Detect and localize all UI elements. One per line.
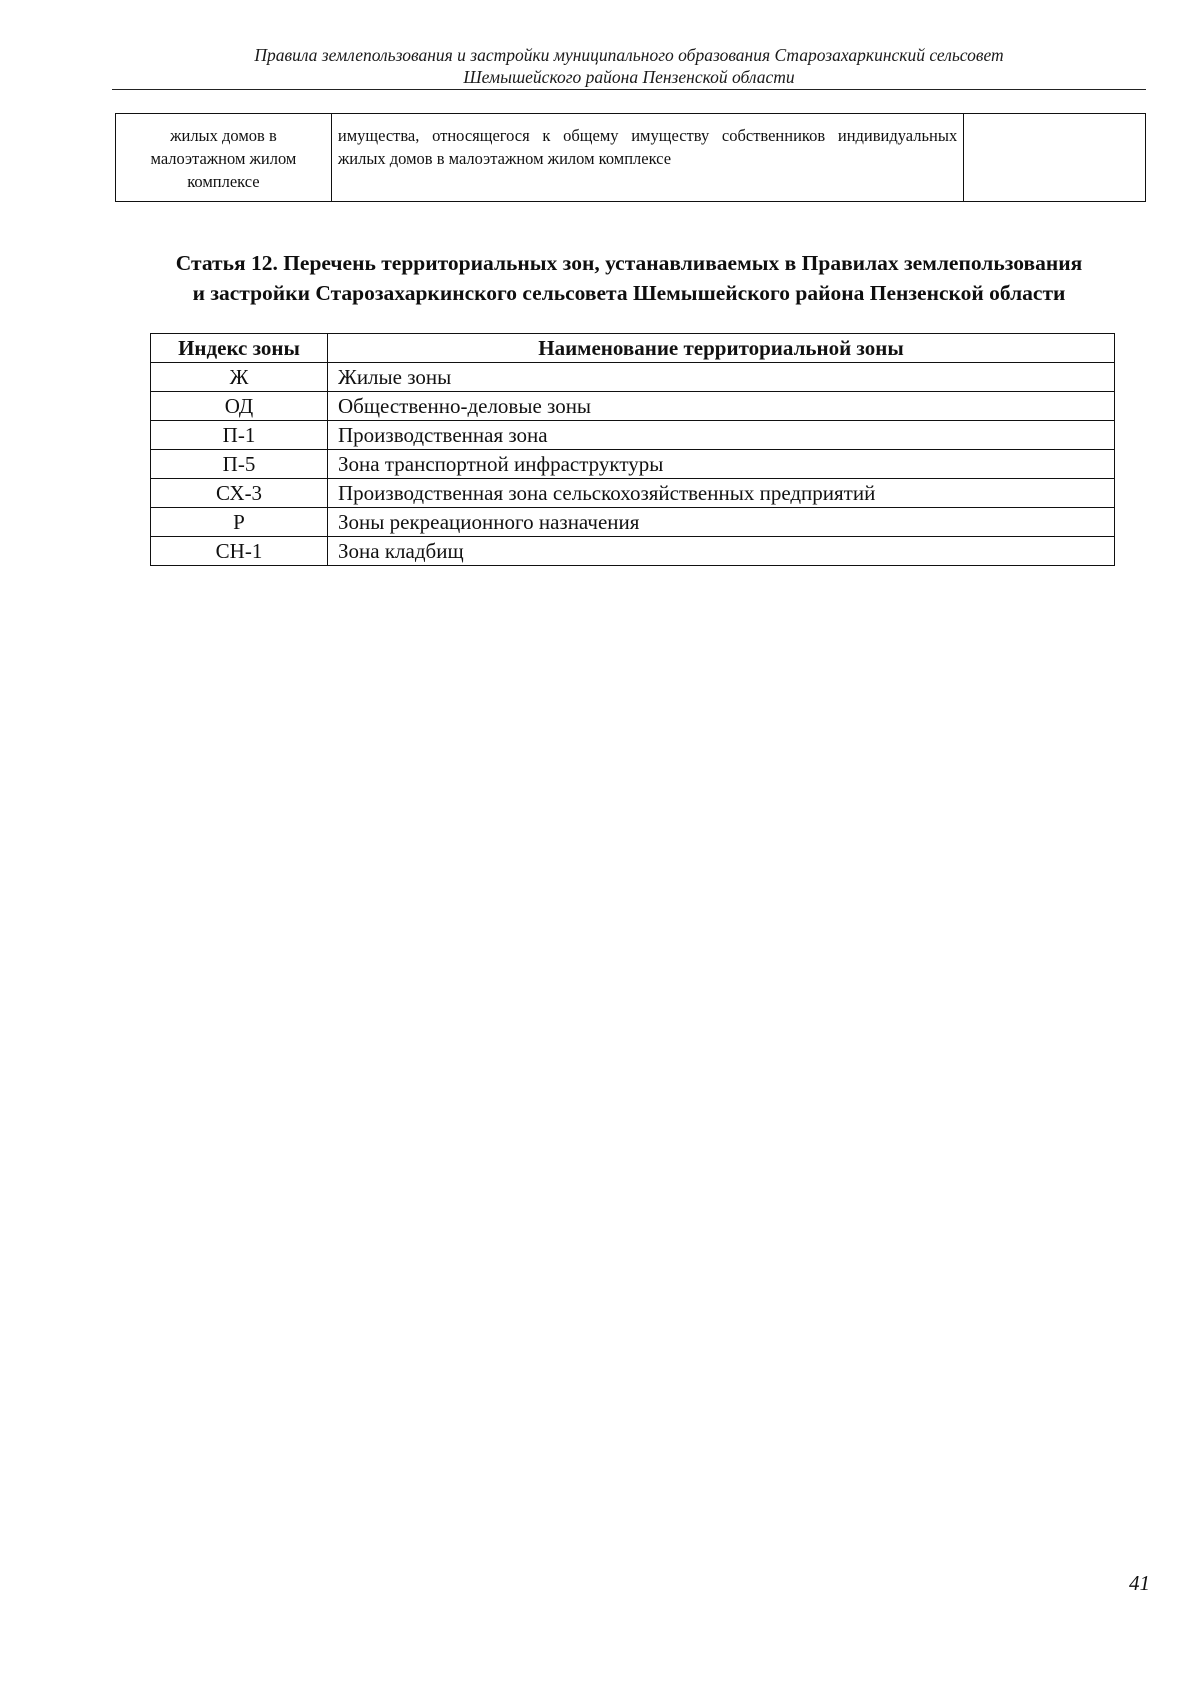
table-cell: жилых домов в малоэтажном жилом комплексе — [116, 114, 332, 202]
page-header-line1: Правила землепользования и застройки муниципального образования Старозахаркинский сельсовет — [254, 45, 1004, 65]
zone-index: СН-1 — [151, 537, 328, 566]
zone-name: Зона кладбищ — [328, 537, 1115, 566]
zone-name: Жилые зоны — [328, 363, 1115, 392]
table-cell: имущества, относящегося к общему имуществу собственников индивидуальных жилых домов в малоэтажном жилом комплексе — [331, 114, 963, 202]
table-row — [151, 508, 1115, 537]
article-title — [112, 248, 1146, 308]
table-cell — [964, 114, 1146, 202]
zones-table — [150, 333, 1115, 566]
zone-index: ОД — [151, 392, 328, 421]
table-row — [151, 392, 1115, 421]
page-number: 41 — [1129, 1571, 1150, 1595]
table-row — [151, 479, 1115, 508]
article-title-line1: Статья 12. Перечень территориальных зон, устанавливаемых в Правилах землепользования — [175, 251, 1083, 275]
column-header-name: Наименование территориальной зоны — [328, 334, 1115, 363]
zone-index: Ж — [151, 363, 328, 392]
table-row — [151, 363, 1115, 392]
table-row — [116, 114, 1146, 202]
article-title-line2: и застройки Старозахаркинского сельсовета Шемышейского района Пензенской области — [192, 281, 1066, 305]
page-header — [112, 44, 1146, 88]
table-row — [151, 537, 1115, 566]
zone-name: Производственная зона сельскохозяйственных предприятий — [328, 479, 1115, 508]
page-header-line2: Шемышейского района Пензенской области — [463, 67, 795, 87]
zone-index: Р — [151, 508, 328, 537]
zone-name: Зона транспортной инфраструктуры — [328, 450, 1115, 479]
zone-index: П-5 — [151, 450, 328, 479]
zone-index: СХ-3 — [151, 479, 328, 508]
continued-table — [115, 113, 1146, 202]
column-header-index: Индекс зоны — [151, 334, 328, 363]
header-divider — [112, 89, 1146, 90]
zone-name: Общественно-деловые зоны — [328, 392, 1115, 421]
zone-index: П-1 — [151, 421, 328, 450]
table-row — [151, 421, 1115, 450]
table-row — [151, 450, 1115, 479]
table-header-row — [151, 334, 1115, 363]
zone-name: Зоны рекреационного назначения — [328, 508, 1115, 537]
zone-name: Производственная зона — [328, 421, 1115, 450]
